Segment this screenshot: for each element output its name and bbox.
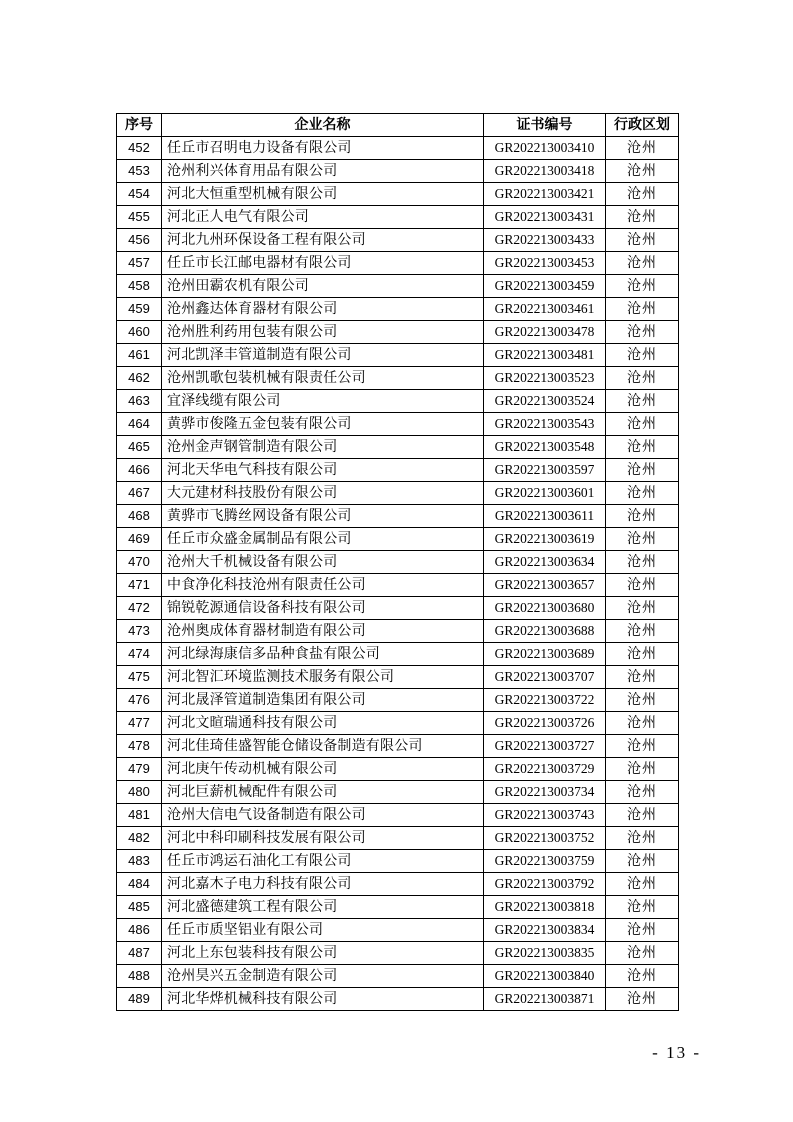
serial-cell: 459	[117, 298, 162, 321]
table-row	[117, 137, 679, 160]
serial-cell: 489	[117, 988, 162, 1011]
company-name-cell: 河北庚午传动机械有限公司	[162, 758, 484, 781]
serial-cell: 477	[117, 712, 162, 735]
serial-cell: 469	[117, 528, 162, 551]
region-cell: 沧州	[606, 137, 679, 160]
table-header-row	[117, 114, 679, 137]
table-row	[117, 942, 679, 965]
company-name-cell: 河北嘉木子电力科技有限公司	[162, 873, 484, 896]
company-name-cell: 沧州奥成体育器材制造有限公司	[162, 620, 484, 643]
table-row	[117, 367, 679, 390]
table-row	[117, 712, 679, 735]
company-name-cell: 河北晟泽管道制造集团有限公司	[162, 689, 484, 712]
company-name-cell: 任丘市众盛金属制品有限公司	[162, 528, 484, 551]
serial-cell: 476	[117, 689, 162, 712]
certificate-number-cell: GR202213003680	[484, 597, 606, 620]
company-name-cell: 河北智汇环境监测技术服务有限公司	[162, 666, 484, 689]
header-company-name: 企业名称	[162, 114, 484, 137]
serial-cell: 458	[117, 275, 162, 298]
certificate-number-cell: GR202213003410	[484, 137, 606, 160]
serial-cell: 479	[117, 758, 162, 781]
serial-cell: 453	[117, 160, 162, 183]
serial-cell: 471	[117, 574, 162, 597]
page-number: - 13 -	[652, 1043, 701, 1062]
region-cell: 沧州	[606, 367, 679, 390]
company-name-cell: 锦锐乾源通信设备科技有限公司	[162, 597, 484, 620]
region-cell: 沧州	[606, 160, 679, 183]
serial-cell: 452	[117, 137, 162, 160]
table-row	[117, 597, 679, 620]
region-cell: 沧州	[606, 597, 679, 620]
region-cell: 沧州	[606, 758, 679, 781]
serial-cell: 454	[117, 183, 162, 206]
region-cell: 沧州	[606, 689, 679, 712]
region-cell: 沧州	[606, 390, 679, 413]
company-name-cell: 河北凯泽丰管道制造有限公司	[162, 344, 484, 367]
region-cell: 沧州	[606, 712, 679, 735]
company-name-cell: 任丘市召明电力设备有限公司	[162, 137, 484, 160]
table-row	[117, 574, 679, 597]
company-name-cell: 任丘市质坚铝业有限公司	[162, 919, 484, 942]
company-name-cell: 宜泽线缆有限公司	[162, 390, 484, 413]
certificate-number-cell: GR202213003431	[484, 206, 606, 229]
serial-cell: 480	[117, 781, 162, 804]
company-name-cell: 河北正人电气有限公司	[162, 206, 484, 229]
region-cell: 沧州	[606, 551, 679, 574]
table-row	[117, 390, 679, 413]
company-name-cell: 沧州昊兴五金制造有限公司	[162, 965, 484, 988]
company-name-cell: 大元建材科技股份有限公司	[162, 482, 484, 505]
serial-cell: 488	[117, 965, 162, 988]
company-name-cell: 沧州大信电气设备制造有限公司	[162, 804, 484, 827]
serial-cell: 457	[117, 252, 162, 275]
company-name-cell: 任丘市鸿运石油化工有限公司	[162, 850, 484, 873]
header-certificate-number: 证书编号	[484, 114, 606, 137]
certificate-number-cell: GR202213003689	[484, 643, 606, 666]
region-cell: 沧州	[606, 735, 679, 758]
certificate-number-cell: GR202213003453	[484, 252, 606, 275]
table-row	[117, 206, 679, 229]
certificate-number-cell: GR202213003523	[484, 367, 606, 390]
company-name-cell: 黄骅市俊隆五金包装有限公司	[162, 413, 484, 436]
serial-cell: 460	[117, 321, 162, 344]
company-name-cell: 河北天华电气科技有限公司	[162, 459, 484, 482]
certificate-number-cell: GR202213003548	[484, 436, 606, 459]
certificate-number-cell: GR202213003611	[484, 505, 606, 528]
serial-cell: 481	[117, 804, 162, 827]
table-row	[117, 505, 679, 528]
region-cell: 沧州	[606, 919, 679, 942]
table-row	[117, 643, 679, 666]
region-cell: 沧州	[606, 321, 679, 344]
serial-cell: 467	[117, 482, 162, 505]
company-table	[116, 113, 679, 1011]
certificate-number-cell: GR202213003421	[484, 183, 606, 206]
table-row	[117, 551, 679, 574]
region-cell: 沧州	[606, 298, 679, 321]
serial-cell: 455	[117, 206, 162, 229]
serial-cell: 478	[117, 735, 162, 758]
region-cell: 沧州	[606, 459, 679, 482]
region-cell: 沧州	[606, 275, 679, 298]
region-cell: 沧州	[606, 183, 679, 206]
serial-cell: 465	[117, 436, 162, 459]
region-cell: 沧州	[606, 206, 679, 229]
certificate-number-cell: GR202213003707	[484, 666, 606, 689]
table-row	[117, 321, 679, 344]
region-cell: 沧州	[606, 666, 679, 689]
header-region: 行政区划	[606, 114, 679, 137]
company-name-cell: 河北中科印刷科技发展有限公司	[162, 827, 484, 850]
company-name-cell: 沧州鑫达体育器材有限公司	[162, 298, 484, 321]
table-row	[117, 298, 679, 321]
table-body	[117, 137, 679, 1011]
certificate-number-cell: GR202213003792	[484, 873, 606, 896]
certificate-number-cell: GR202213003871	[484, 988, 606, 1011]
serial-cell: 483	[117, 850, 162, 873]
certificate-number-cell: GR202213003759	[484, 850, 606, 873]
serial-cell: 485	[117, 896, 162, 919]
region-cell: 沧州	[606, 252, 679, 275]
company-name-cell: 河北九州环保设备工程有限公司	[162, 229, 484, 252]
certificate-number-cell: GR202213003418	[484, 160, 606, 183]
company-name-cell: 任丘市长江邮电器材有限公司	[162, 252, 484, 275]
certificate-number-cell: GR202213003461	[484, 298, 606, 321]
region-cell: 沧州	[606, 620, 679, 643]
serial-cell: 484	[117, 873, 162, 896]
certificate-number-cell: GR202213003722	[484, 689, 606, 712]
certificate-number-cell: GR202213003657	[484, 574, 606, 597]
company-name-cell: 沧州凯歌包装机械有限责任公司	[162, 367, 484, 390]
table-row	[117, 620, 679, 643]
certificate-number-cell: GR202213003481	[484, 344, 606, 367]
certificate-number-cell: GR202213003835	[484, 942, 606, 965]
serial-cell: 468	[117, 505, 162, 528]
table-row	[117, 528, 679, 551]
certificate-number-cell: GR202213003727	[484, 735, 606, 758]
header-serial: 序号	[117, 114, 162, 137]
table-row	[117, 183, 679, 206]
certificate-number-cell: GR202213003818	[484, 896, 606, 919]
serial-cell: 462	[117, 367, 162, 390]
table-row	[117, 666, 679, 689]
company-name-cell: 河北华烨机械科技有限公司	[162, 988, 484, 1011]
table-row	[117, 827, 679, 850]
serial-cell: 464	[117, 413, 162, 436]
certificate-number-cell: GR202213003543	[484, 413, 606, 436]
certificate-number-cell: GR202213003734	[484, 781, 606, 804]
serial-cell: 461	[117, 344, 162, 367]
certificate-number-cell: GR202213003840	[484, 965, 606, 988]
region-cell: 沧州	[606, 436, 679, 459]
serial-cell: 466	[117, 459, 162, 482]
certificate-number-cell: GR202213003726	[484, 712, 606, 735]
table-row	[117, 919, 679, 942]
table-row	[117, 758, 679, 781]
certificate-number-cell: GR202213003752	[484, 827, 606, 850]
serial-cell: 472	[117, 597, 162, 620]
serial-cell: 473	[117, 620, 162, 643]
certificate-number-cell: GR202213003597	[484, 459, 606, 482]
table-row	[117, 252, 679, 275]
region-cell: 沧州	[606, 344, 679, 367]
region-cell: 沧州	[606, 229, 679, 252]
company-name-cell: 河北文暄瑞通科技有限公司	[162, 712, 484, 735]
region-cell: 沧州	[606, 850, 679, 873]
region-cell: 沧州	[606, 413, 679, 436]
company-name-cell: 中食净化科技沧州有限责任公司	[162, 574, 484, 597]
company-name-cell: 沧州利兴体育用品有限公司	[162, 160, 484, 183]
table-row	[117, 873, 679, 896]
certificate-number-cell: GR202213003688	[484, 620, 606, 643]
certificate-number-cell: GR202213003433	[484, 229, 606, 252]
serial-cell: 482	[117, 827, 162, 850]
table-row	[117, 781, 679, 804]
certificate-number-cell: GR202213003459	[484, 275, 606, 298]
region-cell: 沧州	[606, 965, 679, 988]
company-name-cell: 河北盛德建筑工程有限公司	[162, 896, 484, 919]
company-name-cell: 河北上东包装科技有限公司	[162, 942, 484, 965]
serial-cell: 463	[117, 390, 162, 413]
table-row	[117, 275, 679, 298]
region-cell: 沧州	[606, 827, 679, 850]
certificate-number-cell: GR202213003601	[484, 482, 606, 505]
company-name-cell: 沧州大千机械设备有限公司	[162, 551, 484, 574]
certificate-number-cell: GR202213003634	[484, 551, 606, 574]
region-cell: 沧州	[606, 528, 679, 551]
company-name-cell: 河北佳琦佳盛智能仓储设备制造有限公司	[162, 735, 484, 758]
certificate-number-cell: GR202213003729	[484, 758, 606, 781]
company-name-cell: 沧州田霸农机有限公司	[162, 275, 484, 298]
company-name-cell: 沧州胜利药用包装有限公司	[162, 321, 484, 344]
serial-cell: 456	[117, 229, 162, 252]
region-cell: 沧州	[606, 896, 679, 919]
table-row	[117, 689, 679, 712]
region-cell: 沧州	[606, 942, 679, 965]
serial-cell: 475	[117, 666, 162, 689]
table-row	[117, 804, 679, 827]
company-name-cell: 河北巨薪机械配件有限公司	[162, 781, 484, 804]
table-row	[117, 850, 679, 873]
serial-cell: 470	[117, 551, 162, 574]
table-row	[117, 965, 679, 988]
region-cell: 沧州	[606, 643, 679, 666]
certificate-number-cell: GR202213003478	[484, 321, 606, 344]
region-cell: 沧州	[606, 988, 679, 1011]
table-row	[117, 413, 679, 436]
certificate-number-cell: GR202213003619	[484, 528, 606, 551]
region-cell: 沧州	[606, 574, 679, 597]
serial-cell: 486	[117, 919, 162, 942]
table-row	[117, 482, 679, 505]
company-name-cell: 河北绿海康信多品种食盐有限公司	[162, 643, 484, 666]
certificate-number-cell: GR202213003743	[484, 804, 606, 827]
region-cell: 沧州	[606, 804, 679, 827]
region-cell: 沧州	[606, 873, 679, 896]
region-cell: 沧州	[606, 781, 679, 804]
table-row	[117, 160, 679, 183]
company-name-cell: 河北大恒重型机械有限公司	[162, 183, 484, 206]
serial-cell: 487	[117, 942, 162, 965]
company-name-cell: 黄骅市飞腾丝网设备有限公司	[162, 505, 484, 528]
table-row	[117, 896, 679, 919]
table-row	[117, 988, 679, 1011]
table-row	[117, 459, 679, 482]
serial-cell: 474	[117, 643, 162, 666]
table-row	[117, 229, 679, 252]
region-cell: 沧州	[606, 505, 679, 528]
company-name-cell: 沧州金声钢管制造有限公司	[162, 436, 484, 459]
region-cell: 沧州	[606, 482, 679, 505]
certificate-number-cell: GR202213003834	[484, 919, 606, 942]
table-row	[117, 344, 679, 367]
certificate-number-cell: GR202213003524	[484, 390, 606, 413]
table-row	[117, 436, 679, 459]
table-row	[117, 735, 679, 758]
